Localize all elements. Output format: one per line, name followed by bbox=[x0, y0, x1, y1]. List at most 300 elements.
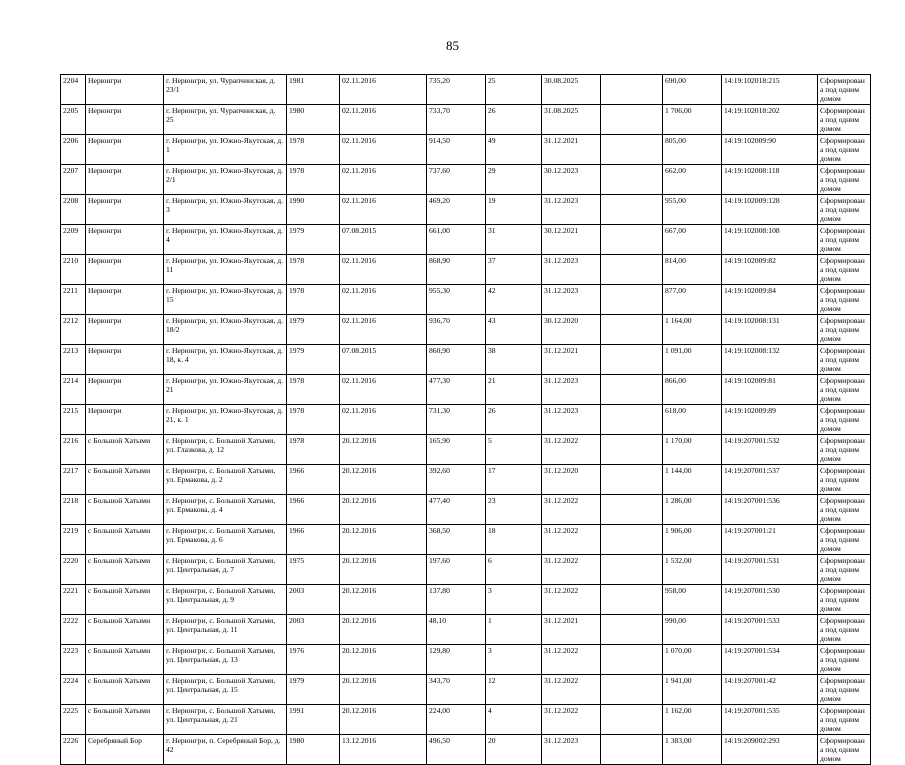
deadline-cell: 31.12.2023 bbox=[542, 405, 601, 435]
date-cell: 20.12.2016 bbox=[340, 435, 427, 465]
row-number-cell: 2223 bbox=[61, 645, 86, 675]
area-cell: 868,90 bbox=[427, 255, 486, 285]
cost-cell: 1 906,00 bbox=[663, 525, 722, 555]
status-cell: Сформирована под одним домом bbox=[818, 675, 871, 705]
year-built-cell: 1990 bbox=[287, 195, 340, 225]
status-cell: Сформирована под одним домом bbox=[818, 375, 871, 405]
residents-cell: 25 bbox=[486, 75, 542, 105]
cost-cell: 1 941,00 bbox=[663, 675, 722, 705]
area-cell: 469,20 bbox=[427, 195, 486, 225]
area-cell: 735,20 bbox=[427, 75, 486, 105]
year-built-cell: 1978 bbox=[287, 375, 340, 405]
table-row bbox=[61, 555, 871, 585]
table-row bbox=[61, 285, 871, 315]
row-number-cell: 2217 bbox=[61, 465, 86, 495]
residents-cell: 49 bbox=[486, 135, 542, 165]
year-built-cell: 1980 bbox=[287, 105, 340, 135]
year-built-cell: 1978 bbox=[287, 255, 340, 285]
area-cell: 224,00 bbox=[427, 705, 486, 735]
locality-cell: Нерюнгри bbox=[86, 375, 164, 405]
area-cell: 368,50 bbox=[427, 525, 486, 555]
deadline-cell: 30.08.2025 bbox=[542, 75, 601, 105]
deadline-cell: 31.12.2022 bbox=[542, 705, 601, 735]
row-number-cell: 2212 bbox=[61, 315, 86, 345]
year-built-cell: 1966 bbox=[287, 525, 340, 555]
residents-cell: 23 bbox=[486, 495, 542, 525]
cadastral-number-cell: 14:19:102008:132 bbox=[722, 345, 818, 375]
empty-cell bbox=[601, 525, 663, 555]
cost-cell: 1 144,00 bbox=[663, 465, 722, 495]
status-cell: Сформирована под одним домом bbox=[818, 225, 871, 255]
residents-cell: 38 bbox=[486, 345, 542, 375]
locality-cell: Нерюнгри bbox=[86, 195, 164, 225]
residents-cell: 19 bbox=[486, 195, 542, 225]
status-cell: Сформирована под одним домом bbox=[818, 75, 871, 105]
table-row bbox=[61, 225, 871, 255]
locality-cell: Нерюнгри bbox=[86, 255, 164, 285]
cost-cell: 662,00 bbox=[663, 165, 722, 195]
table-row bbox=[61, 525, 871, 555]
cost-cell: 1 162,00 bbox=[663, 705, 722, 735]
address-cell: г. Нерюнгри, с. Большой Хатыми, ул. Ермакова, д. 2 bbox=[164, 465, 287, 495]
status-cell: Сформирована под одним домом bbox=[818, 405, 871, 435]
deadline-cell: 30.12.2020 bbox=[542, 315, 601, 345]
empty-cell bbox=[601, 375, 663, 405]
address-cell: г. Нерюнгри, ул. Южно-Якутская, д. 1 bbox=[164, 135, 287, 165]
row-number-cell: 2213 bbox=[61, 345, 86, 375]
cadastral-number-cell: 14:19:207001:537 bbox=[722, 465, 818, 495]
year-built-cell: 1966 bbox=[287, 495, 340, 525]
residents-cell: 12 bbox=[486, 675, 542, 705]
address-cell: г. Нерюнгри, с. Большой Хатыми, ул. Центральная, д. 7 bbox=[164, 555, 287, 585]
date-cell: 02.11.2016 bbox=[340, 315, 427, 345]
row-number-cell: 2211 bbox=[61, 285, 86, 315]
cadastral-number-cell: 14:19:102009:90 bbox=[722, 135, 818, 165]
date-cell: 07.08.2015 bbox=[340, 345, 427, 375]
cadastral-number-cell: 14:19:207001:42 bbox=[722, 675, 818, 705]
deadline-cell: 31.12.2020 bbox=[542, 465, 601, 495]
row-number-cell: 2216 bbox=[61, 435, 86, 465]
deadline-cell: 31.12.2022 bbox=[542, 585, 601, 615]
cost-cell: 990,00 bbox=[663, 615, 722, 645]
cost-cell: 618,00 bbox=[663, 405, 722, 435]
cadastral-number-cell: 14:19:207001:531 bbox=[722, 555, 818, 585]
date-cell: 02.11.2016 bbox=[340, 135, 427, 165]
empty-cell bbox=[601, 285, 663, 315]
year-built-cell: 1978 bbox=[287, 285, 340, 315]
residents-cell: 43 bbox=[486, 315, 542, 345]
date-cell: 20.12.2016 bbox=[340, 645, 427, 675]
deadline-cell: 31.12.2023 bbox=[542, 195, 601, 225]
address-cell: г. Нерюнгри, с. Большой Хатыми, ул. Центральная, д. 13 bbox=[164, 645, 287, 675]
deadline-cell: 31.12.2022 bbox=[542, 495, 601, 525]
cost-cell: 1 286,00 bbox=[663, 495, 722, 525]
status-cell: Сформирована под одним домом bbox=[818, 525, 871, 555]
address-cell: г. Нерюнгри, п. Серебряный Бор, д. 42 bbox=[164, 735, 287, 765]
cost-cell: 1 383,00 bbox=[663, 735, 722, 765]
table-row bbox=[61, 375, 871, 405]
address-cell: г. Нерюнгри, с. Большой Хатыми, ул. Глазкова, д. 12 bbox=[164, 435, 287, 465]
locality-cell: с Большой Хатыми bbox=[86, 525, 164, 555]
date-cell: 20.12.2016 bbox=[340, 705, 427, 735]
row-number-cell: 2210 bbox=[61, 255, 86, 285]
status-cell: Сформирована под одним домом bbox=[818, 735, 871, 765]
cost-cell: 1 070,00 bbox=[663, 645, 722, 675]
table-row bbox=[61, 495, 871, 525]
status-cell: Сформирована под одним домом bbox=[818, 585, 871, 615]
residents-cell: 4 bbox=[486, 705, 542, 735]
empty-cell bbox=[601, 135, 663, 165]
empty-cell bbox=[601, 435, 663, 465]
area-cell: 197,60 bbox=[427, 555, 486, 585]
cadastral-number-cell: 14:19:102009:81 bbox=[722, 375, 818, 405]
deadline-cell: 31.12.2022 bbox=[542, 645, 601, 675]
cadastral-number-cell: 14:19:102009:89 bbox=[722, 405, 818, 435]
locality-cell: Нерюнгри bbox=[86, 165, 164, 195]
row-number-cell: 2215 bbox=[61, 405, 86, 435]
cadastral-number-cell: 14:19:102008:131 bbox=[722, 315, 818, 345]
status-cell: Сформирована под одним домом bbox=[818, 615, 871, 645]
row-number-cell: 2220 bbox=[61, 555, 86, 585]
area-cell: 477,40 bbox=[427, 495, 486, 525]
address-cell: г. Нерюнгри, ул. Чурапчинская, д. 23/1 bbox=[164, 75, 287, 105]
status-cell: Сформирована под одним домом bbox=[818, 435, 871, 465]
row-number-cell: 2205 bbox=[61, 105, 86, 135]
row-number-cell: 2219 bbox=[61, 525, 86, 555]
empty-cell bbox=[601, 465, 663, 495]
date-cell: 02.11.2016 bbox=[340, 165, 427, 195]
status-cell: Сформирована под одним домом bbox=[818, 165, 871, 195]
year-built-cell: 1980 bbox=[287, 735, 340, 765]
deadline-cell: 31.12.2023 bbox=[542, 255, 601, 285]
row-number-cell: 2208 bbox=[61, 195, 86, 225]
locality-cell: с Большой Хатыми bbox=[86, 675, 164, 705]
locality-cell: Серебряный Бор bbox=[86, 735, 164, 765]
locality-cell: с Большой Хатыми bbox=[86, 585, 164, 615]
year-built-cell: 1978 bbox=[287, 435, 340, 465]
cadastral-number-cell: 14:19:207001:536 bbox=[722, 495, 818, 525]
residents-cell: 3 bbox=[486, 645, 542, 675]
area-cell: 137,80 bbox=[427, 585, 486, 615]
area-cell: 496,50 bbox=[427, 735, 486, 765]
residents-cell: 26 bbox=[486, 105, 542, 135]
status-cell: Сформирована под одним домом bbox=[818, 315, 871, 345]
residents-cell: 5 bbox=[486, 435, 542, 465]
empty-cell bbox=[601, 255, 663, 285]
deadline-cell: 31.12.2022 bbox=[542, 435, 601, 465]
address-cell: г. Нерюнгри, с. Большой Хатыми, ул. Центральная, д. 21 bbox=[164, 705, 287, 735]
year-built-cell: 1975 bbox=[287, 555, 340, 585]
empty-cell bbox=[601, 615, 663, 645]
empty-cell bbox=[601, 405, 663, 435]
status-cell: Сформирована под одним домом bbox=[818, 105, 871, 135]
cadastral-number-cell: 14:19:102009:84 bbox=[722, 285, 818, 315]
housing-registry-table bbox=[60, 74, 871, 765]
row-number-cell: 2204 bbox=[61, 75, 86, 105]
address-cell: г. Нерюнгри, ул. Южно-Якутская, д. 3 bbox=[164, 195, 287, 225]
year-built-cell: 2003 bbox=[287, 615, 340, 645]
address-cell: г. Нерюнгри, ул. Южно-Якутская, д. 15 bbox=[164, 285, 287, 315]
address-cell: г. Нерюнгри, ул. Южно-Якутская, д. 11 bbox=[164, 255, 287, 285]
status-cell: Сформирована под одним домом bbox=[818, 705, 871, 735]
year-built-cell: 1978 bbox=[287, 405, 340, 435]
cost-cell: 1 091,00 bbox=[663, 345, 722, 375]
year-built-cell: 1966 bbox=[287, 465, 340, 495]
year-built-cell: 1976 bbox=[287, 645, 340, 675]
status-cell: Сформирована под одним домом bbox=[818, 555, 871, 585]
locality-cell: Нерюнгри bbox=[86, 105, 164, 135]
address-cell: г. Нерюнгри, ул. Южно-Якутская, д. 18/2 bbox=[164, 315, 287, 345]
status-cell: Сформирована под одним домом bbox=[818, 255, 871, 285]
residents-cell: 26 bbox=[486, 405, 542, 435]
deadline-cell: 31.12.2022 bbox=[542, 525, 601, 555]
locality-cell: Нерюнгри bbox=[86, 405, 164, 435]
date-cell: 02.11.2016 bbox=[340, 405, 427, 435]
cadastral-number-cell: 14:19:102008:118 bbox=[722, 165, 818, 195]
status-cell: Сформирована под одним домом bbox=[818, 465, 871, 495]
cadastral-number-cell: 14:19:207001:533 bbox=[722, 615, 818, 645]
cost-cell: 877,00 bbox=[663, 285, 722, 315]
date-cell: 07.08.2015 bbox=[340, 225, 427, 255]
area-cell: 165,90 bbox=[427, 435, 486, 465]
date-cell: 20.12.2016 bbox=[340, 585, 427, 615]
date-cell: 02.11.2016 bbox=[340, 75, 427, 105]
cadastral-number-cell: 14:19:207001:530 bbox=[722, 585, 818, 615]
cost-cell: 1 170,00 bbox=[663, 435, 722, 465]
date-cell: 20.12.2016 bbox=[340, 465, 427, 495]
table-row bbox=[61, 585, 871, 615]
area-cell: 343,70 bbox=[427, 675, 486, 705]
area-cell: 914,50 bbox=[427, 135, 486, 165]
address-cell: г. Нерюнгри, с. Большой Хатыми, ул. Ермакова, д. 4 bbox=[164, 495, 287, 525]
area-cell: 392,60 bbox=[427, 465, 486, 495]
deadline-cell: 31.12.2022 bbox=[542, 555, 601, 585]
date-cell: 20.12.2016 bbox=[340, 525, 427, 555]
residents-cell: 42 bbox=[486, 285, 542, 315]
cost-cell: 866,00 bbox=[663, 375, 722, 405]
locality-cell: Нерюнгри bbox=[86, 225, 164, 255]
year-built-cell: 1978 bbox=[287, 135, 340, 165]
year-built-cell: 1979 bbox=[287, 225, 340, 255]
empty-cell bbox=[601, 645, 663, 675]
row-number-cell: 2218 bbox=[61, 495, 86, 525]
table-row bbox=[61, 615, 871, 645]
row-number-cell: 2214 bbox=[61, 375, 86, 405]
cost-cell: 1 706,00 bbox=[663, 105, 722, 135]
cadastral-number-cell: 14:19:102009:82 bbox=[722, 255, 818, 285]
row-number-cell: 2222 bbox=[61, 615, 86, 645]
empty-cell bbox=[601, 165, 663, 195]
deadline-cell: 31.12.2023 bbox=[542, 375, 601, 405]
address-cell: г. Нерюнгри, с. Большой Хатыми, ул. Центральная, д. 15 bbox=[164, 675, 287, 705]
area-cell: 731,30 bbox=[427, 405, 486, 435]
deadline-cell: 31.12.2023 bbox=[542, 735, 601, 765]
area-cell: 737,60 bbox=[427, 165, 486, 195]
residents-cell: 31 bbox=[486, 225, 542, 255]
year-built-cell: 1991 bbox=[287, 705, 340, 735]
area-cell: 936,70 bbox=[427, 315, 486, 345]
empty-cell bbox=[601, 735, 663, 765]
row-number-cell: 2209 bbox=[61, 225, 86, 255]
cost-cell: 805,00 bbox=[663, 135, 722, 165]
year-built-cell: 1979 bbox=[287, 315, 340, 345]
empty-cell bbox=[601, 675, 663, 705]
row-number-cell: 2226 bbox=[61, 735, 86, 765]
area-cell: 477,30 bbox=[427, 375, 486, 405]
address-cell: г. Нерюнгри, ул. Южно-Якутская, д. 18, к. 4 bbox=[164, 345, 287, 375]
date-cell: 02.11.2016 bbox=[340, 195, 427, 225]
table-body bbox=[61, 75, 871, 765]
deadline-cell: 31.12.2021 bbox=[542, 615, 601, 645]
row-number-cell: 2224 bbox=[61, 675, 86, 705]
address-cell: г. Нерюнгри, ул. Южно-Якутская, д. 21 bbox=[164, 375, 287, 405]
address-cell: г. Нерюнгри, с. Большой Хатыми, ул. Центральная, д. 11 bbox=[164, 615, 287, 645]
locality-cell: с Большой Хатыми bbox=[86, 645, 164, 675]
deadline-cell: 31.12.2022 bbox=[542, 675, 601, 705]
date-cell: 13.12.2016 bbox=[340, 735, 427, 765]
table-row bbox=[61, 195, 871, 225]
year-built-cell: 1978 bbox=[287, 165, 340, 195]
empty-cell bbox=[601, 105, 663, 135]
locality-cell: с Большой Хатыми bbox=[86, 435, 164, 465]
cost-cell: 958,00 bbox=[663, 585, 722, 615]
date-cell: 20.12.2016 bbox=[340, 675, 427, 705]
cost-cell: 667,00 bbox=[663, 225, 722, 255]
empty-cell bbox=[601, 705, 663, 735]
area-cell: 48,10 bbox=[427, 615, 486, 645]
area-cell: 955,30 bbox=[427, 285, 486, 315]
row-number-cell: 2221 bbox=[61, 585, 86, 615]
locality-cell: Нерюнгри bbox=[86, 345, 164, 375]
status-cell: Сформирована под одним домом bbox=[818, 135, 871, 165]
year-built-cell: 1979 bbox=[287, 345, 340, 375]
deadline-cell: 30.12.2021 bbox=[542, 225, 601, 255]
residents-cell: 29 bbox=[486, 165, 542, 195]
page-number: 85 bbox=[446, 38, 459, 53]
cost-cell: 1 164,00 bbox=[663, 315, 722, 345]
empty-cell bbox=[601, 195, 663, 225]
year-built-cell: 2003 bbox=[287, 585, 340, 615]
area-cell: 733,70 bbox=[427, 105, 486, 135]
residents-cell: 21 bbox=[486, 375, 542, 405]
table-row bbox=[61, 675, 871, 705]
locality-cell: с Большой Хатыми bbox=[86, 495, 164, 525]
status-cell: Сформирована под одним домом bbox=[818, 345, 871, 375]
cadastral-number-cell: 14:19:207001:21 bbox=[722, 525, 818, 555]
residents-cell: 6 bbox=[486, 555, 542, 585]
address-cell: г. Нерюнгри, с. Большой Хатыми, ул. Центральная, д. 9 bbox=[164, 585, 287, 615]
address-cell: г. Нерюнгри, ул. Южно-Якутская, д. 2/1 bbox=[164, 165, 287, 195]
date-cell: 02.11.2016 bbox=[340, 105, 427, 135]
cost-cell: 814,00 bbox=[663, 255, 722, 285]
address-cell: г. Нерюнгри, ул. Чурапчинская, д. 25 bbox=[164, 105, 287, 135]
address-cell: г. Нерюнгри, ул. Южно-Якутская, д. 4 bbox=[164, 225, 287, 255]
address-cell: г. Нерюнгри, ул. Южно-Якутская, д. 21, к. 1 bbox=[164, 405, 287, 435]
cadastral-number-cell: 14:19:102018:215 bbox=[722, 75, 818, 105]
cost-cell: 955,00 bbox=[663, 195, 722, 225]
table-row bbox=[61, 435, 871, 465]
deadline-cell: 31.12.2023 bbox=[542, 285, 601, 315]
locality-cell: с Большой Хатыми bbox=[86, 555, 164, 585]
empty-cell bbox=[601, 345, 663, 375]
residents-cell: 18 bbox=[486, 525, 542, 555]
table-row bbox=[61, 105, 871, 135]
area-cell: 129,80 bbox=[427, 645, 486, 675]
date-cell: 20.12.2016 bbox=[340, 615, 427, 645]
empty-cell bbox=[601, 225, 663, 255]
deadline-cell: 31.12.2021 bbox=[542, 135, 601, 165]
cost-cell: 1 532,00 bbox=[663, 555, 722, 585]
address-cell: г. Нерюнгри, с. Большой Хатыми, ул. Ермакова, д. 6 bbox=[164, 525, 287, 555]
table-row bbox=[61, 345, 871, 375]
locality-cell: Нерюнгри bbox=[86, 315, 164, 345]
area-cell: 860,90 bbox=[427, 345, 486, 375]
cadastral-number-cell: 14:19:102009:128 bbox=[722, 195, 818, 225]
cadastral-number-cell: 14:19:102018:202 bbox=[722, 105, 818, 135]
cadastral-number-cell: 14:19:207001:535 bbox=[722, 705, 818, 735]
empty-cell bbox=[601, 75, 663, 105]
year-built-cell: 1979 bbox=[287, 675, 340, 705]
row-number-cell: 2207 bbox=[61, 165, 86, 195]
table-row bbox=[61, 645, 871, 675]
status-cell: Сформирована под одним домом bbox=[818, 195, 871, 225]
table-row bbox=[61, 165, 871, 195]
date-cell: 20.12.2016 bbox=[340, 555, 427, 585]
table-row bbox=[61, 75, 871, 105]
deadline-cell: 30.12.2023 bbox=[542, 165, 601, 195]
table-row bbox=[61, 255, 871, 285]
table-row bbox=[61, 465, 871, 495]
cadastral-number-cell: 14:19:209002:293 bbox=[722, 735, 818, 765]
table-row bbox=[61, 705, 871, 735]
locality-cell: с Большой Хатыми bbox=[86, 615, 164, 645]
cadastral-number-cell: 14:19:207001:534 bbox=[722, 645, 818, 675]
residents-cell: 37 bbox=[486, 255, 542, 285]
locality-cell: с Большой Хатыми bbox=[86, 705, 164, 735]
empty-cell bbox=[601, 585, 663, 615]
empty-cell bbox=[601, 315, 663, 345]
empty-cell bbox=[601, 495, 663, 525]
deadline-cell: 31.12.2021 bbox=[542, 345, 601, 375]
deadline-cell: 31.08.2025 bbox=[542, 105, 601, 135]
residents-cell: 20 bbox=[486, 735, 542, 765]
locality-cell: Нерюнгри bbox=[86, 285, 164, 315]
table-row bbox=[61, 405, 871, 435]
row-number-cell: 2206 bbox=[61, 135, 86, 165]
date-cell: 20.12.2016 bbox=[340, 495, 427, 525]
date-cell: 02.11.2016 bbox=[340, 285, 427, 315]
locality-cell: с Большой Хатыми bbox=[86, 465, 164, 495]
row-number-cell: 2225 bbox=[61, 705, 86, 735]
residents-cell: 3 bbox=[486, 585, 542, 615]
status-cell: Сформирована под одним домом bbox=[818, 495, 871, 525]
status-cell: Сформирована под одним домом bbox=[818, 645, 871, 675]
locality-cell: Нерюнгри bbox=[86, 135, 164, 165]
residents-cell: 1 bbox=[486, 615, 542, 645]
date-cell: 02.11.2016 bbox=[340, 375, 427, 405]
table-row bbox=[61, 315, 871, 345]
locality-cell: Нерюнгри bbox=[86, 75, 164, 105]
empty-cell bbox=[601, 555, 663, 585]
residents-cell: 17 bbox=[486, 465, 542, 495]
table-row bbox=[61, 735, 871, 765]
date-cell: 02.11.2016 bbox=[340, 255, 427, 285]
status-cell: Сформирована под одним домом bbox=[818, 285, 871, 315]
table-row bbox=[61, 135, 871, 165]
cadastral-number-cell: 14:19:207001:532 bbox=[722, 435, 818, 465]
cadastral-number-cell: 14:19:102008:108 bbox=[722, 225, 818, 255]
year-built-cell: 1981 bbox=[287, 75, 340, 105]
